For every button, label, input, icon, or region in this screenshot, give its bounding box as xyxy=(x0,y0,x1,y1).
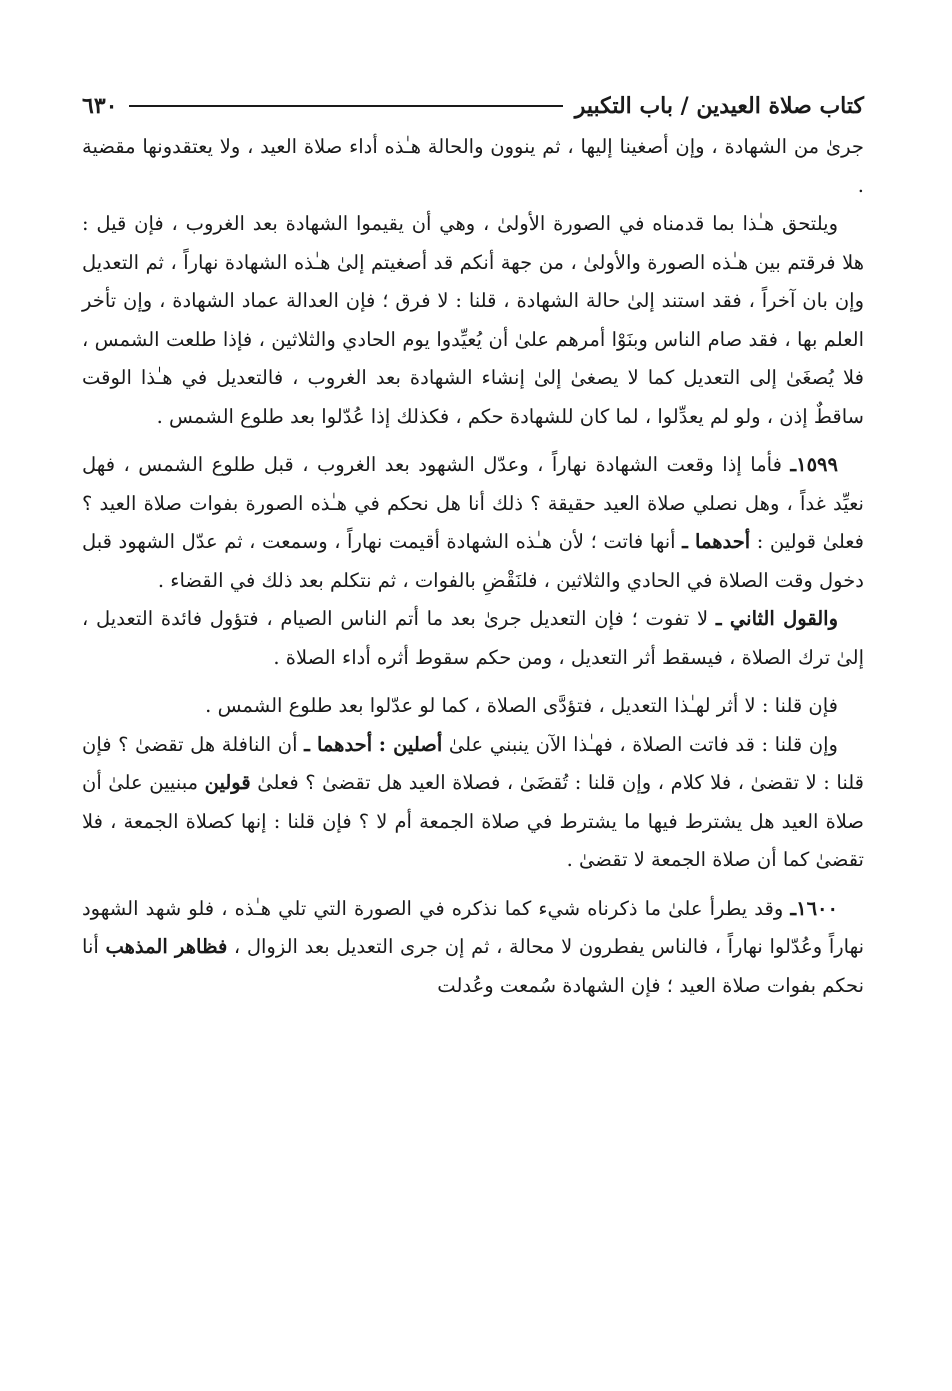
bold-term: أحدهما ـ xyxy=(304,732,373,756)
paragraph-text-continued: مبنيين علىٰ أن صلاة العيد هل يشترط فيها ما يشترط في صلاة الجمعة أم لا ؟ فإن قلنا : إنها كصلاة الجمعة ، فلا تقضىٰ كما أن صلاة الجمعة لا تقضىٰ . xyxy=(82,771,864,871)
paragraph-1600 xyxy=(82,890,864,1006)
page-number: ٦٣٠ xyxy=(82,93,118,119)
paragraph-text: فإن قلنا : لا أثر لهـٰذا التعديل ، فتؤدَّى الصلاة ، كما لو عدّلوا بعد طلوع الشمس . xyxy=(205,694,838,717)
paragraph-6 xyxy=(82,726,864,880)
body-text xyxy=(82,128,864,1005)
bold-term: أحدهما ـ xyxy=(682,530,751,553)
paragraph-text: لا تفوت ؛ فإن التعديل جرىٰ بعد ما أتم الناس الصيام ، فتؤول فائدة التعديل ، إلىٰ ترك الصلاة ، فيسقط أثر التعديل ، ومن حكم سقوط أثره أداء الصلاة . xyxy=(82,607,864,669)
document-page xyxy=(82,84,864,1005)
bold-term: والقول الثاني ـ xyxy=(715,607,838,630)
bold-term: قولين xyxy=(204,771,251,794)
paragraph-5 xyxy=(82,687,864,726)
page-header xyxy=(82,84,864,128)
bold-term: أصلين : xyxy=(378,732,443,756)
paragraph-text: جرىٰ من الشهادة ، وإن أصغينا إليها ، ثم ينوون والحالة هـٰذه أداء صلاة العيد ، ولا يعتقدونها مقضية . xyxy=(82,135,864,197)
paragraph-text: وإن قلنا : قد فاتت الصلاة ، فهـٰذا الآن ينبني علىٰ xyxy=(448,732,838,756)
paragraph-2 xyxy=(82,205,864,436)
paragraph-text-continued: أن النافلة هل تقضىٰ ؟ فإن قلنا : لا تقضىٰ ، فلا كلام ، وإن قلنا : تُقضَىٰ ، فصلاة العيد هل تقضىٰ ؟ فعلىٰ xyxy=(82,732,864,794)
paragraph-1 xyxy=(82,128,864,205)
paragraph-text: فأما إذا وقعت الشهادة نهاراً ، وعدّل الشهود بعد الغروب ، قبل طلوع الشمس ، فهل نعيِّد غداً ، وهل نصلي صلاة العيد حقيقة ؟ ذلك أنا هل نحكم في هـٰذه الصورة بفوات صلاة العيد ؟ فعلىٰ قولين : xyxy=(82,453,865,553)
bold-term: فظاهر المذهب xyxy=(105,935,228,958)
paragraph-text-continued: أنها فاتت ؛ لأن هـٰذه الشهادة أقيمت نهاراً ، وسمعت ، ثم عدّل الشهود قبل دخول وقت الصلاة في الحادي والثلاثين ، فلنَقْضِ بالفوات ، ثم نتكلم بعد ذلك في القضاء . xyxy=(82,530,864,592)
running-title: كتاب صلاة العيدين / باب التكبير xyxy=(574,93,864,119)
section-number: ١٥٩٩ـ xyxy=(790,453,839,476)
section-number: ١٦٠٠ـ xyxy=(790,896,838,920)
header-rule xyxy=(129,105,562,107)
paragraph-text: وقد يطرأ علىٰ ما ذكرناه شيء كما نذكره في الصورة التي تلي هـٰذه ، فلو شهد الشهود نهاراً وعُدّلوا نهاراً ، فالناس يفطرون لا محالة ، ثم إن جرى التعديل بعد الزوال ، xyxy=(82,896,865,958)
paragraph-text: ويلتحق هـٰذا بما قدمناه في الصورة الأولىٰ ، وهي أن يقيموا الشهادة بعد الغروب ، فإن قيل : هلا فرقتم بين هـٰذه الصورة والأولىٰ ، من جهة أنكم قد أصغيتم إلىٰ هـٰذه الشهادة نهاراً ، ثم التعديل وإن بان آخراً ، فقد استند إلىٰ حالة الشهادة ، قلنا : لا فرق ؛ فإن العدالة عماد الشهادة ، وإن تأخر العلم بها ، فقد صام الناس وبنَوْا أمرهم علىٰ أن يُعيِّدوا يوم الحادي والثلاثين ، فإذا طلعت الشمس ، فلا يُصغَىٰ إلى التعديل كما لا يصغىٰ إلىٰ إنشاء الشهادة بعد الغروب ، فالتعديل في هـٰذا الوقت ساقطٌ إذن ، ولو لم يعدِّلوا ، لما كان للشهادة حكم ، فكذلك إذا عُدّلوا بعد طلوع الشمس . xyxy=(82,212,864,428)
paragraph-text-continued: أنا نحكم بفوات صلاة العيد ؛ فإن الشهادة سُمعت وعُدلت xyxy=(82,935,864,997)
paragraph-1599 xyxy=(82,446,864,600)
paragraph-4 xyxy=(82,600,864,677)
